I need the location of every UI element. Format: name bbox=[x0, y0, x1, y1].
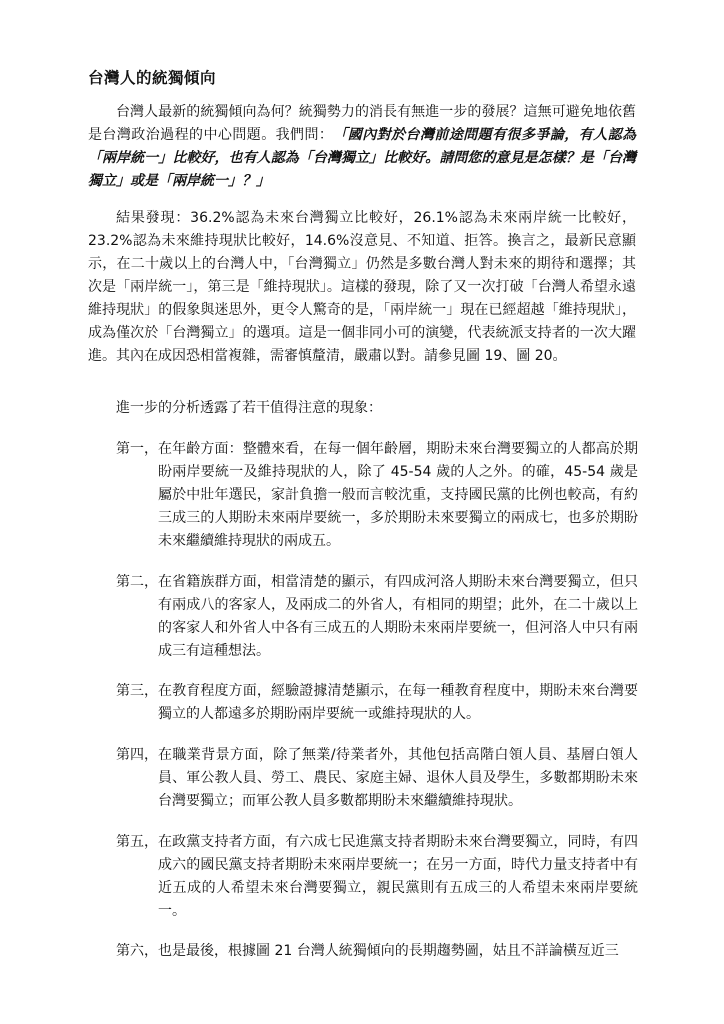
list-item bbox=[116, 438, 638, 553]
list-item-lead: 第四， bbox=[116, 747, 158, 763]
list-item bbox=[116, 680, 638, 726]
list-item-text: 在職業背景方面，除了無業/待業者外，其他包括高階白領人員、基層白領人員、軍公教人員、勞工、農民、家庭主婦、退休人員及學生，多數都期盼未來台灣要獨立；而軍公教人員多數都期盼未來繼續維持現狀。 bbox=[158, 747, 638, 809]
list-item-lead: 第二， bbox=[116, 574, 158, 590]
analysis-intro: 進一步的分析透露了若干值得注意的現象： bbox=[116, 400, 382, 416]
list-item-text: 在年齡方面：整體來看，在每一個年齡層，期盼未來台灣要獨立的人都高於期盼兩岸要統一及維持現狀的人，除了 45-54 歲的人之外。的確，45-54 歲是屬於中壯年選民，家計負擔一般而言較沈重，支持國民黨的比例也較高，有約三成三的人期盼未來兩岸要統一，多於期盼未來要獨立的兩成七，也多於期盼未來繼續維持現狀的兩成五。 bbox=[158, 441, 638, 549]
intro-paragraph bbox=[88, 101, 636, 193]
list-item-lead: 第五， bbox=[116, 834, 158, 850]
intro-paragraph-text: 台灣人最新的統獨傾向為何？統獨勢力的消長有無進一步的發展？這無可避免地依舊是台灣政治過程的中心問題。我們問： bbox=[88, 104, 636, 143]
list-item-lead: 第六， bbox=[116, 943, 158, 959]
list-item-lead: 第三， bbox=[116, 683, 158, 699]
list-item bbox=[116, 571, 638, 663]
list-item-text: 也是最後，根據圖 21 台灣人統獨傾向的長期趨勢圖，姑且不詳論橫亙近三 bbox=[158, 943, 619, 959]
list-item bbox=[116, 744, 638, 813]
list-item-text: 在教育程度方面，經驗證據清楚顯示，在每一種教育程度中，期盼未來台灣要獨立的人都遠多於期盼兩岸要統一或維持現狀的人。 bbox=[158, 683, 638, 722]
list-item-text: 在政黨支持者方面，有六成七民進黨支持者期盼未來台灣要獨立，同時，有四成六的國民黨支持者期盼未來兩岸要統一；在另一方面，時代力量支持者中有近五成的人希望未來台灣要獨立，親民黨則有五成三的人希望未來兩岸要統一。 bbox=[158, 834, 638, 919]
list-item bbox=[116, 831, 638, 923]
survey-question: 「國內對於台灣前途問題有很多爭論，有人認為「兩岸統一」比較好，也有人認為「台灣獨立」比較好。請問您的意見是怎樣？是「台灣獨立」或是「兩岸統一」？」 bbox=[88, 127, 637, 189]
results-paragraph: 結果發現：36.2%認為未來台灣獨立比較好，26.1%認為未來兩岸統一比較好，23.2%認為未來維持現狀比較好，14.6%沒意見、不知道、拒答。換言之，最新民意顯示，在二十歲以上的台灣人中，「台灣獨立」仍然是多數台灣人對未來的期待和選擇；其次是「兩岸統一」，第三是「維持現狀」。這樣的發現，除了又一次打破「台灣人希望永遠維持現狀」的假象與迷思外，更令人驚奇的是，「兩岸統一」現在已經超越「維持現狀」，成為僅次於「台灣獨立」的選項。這是一個非同小可的演變，代表統派支持者的一次大躍進。其內在成因恐相當複雜，需審慎釐清，嚴肅以對。請參見圖 19、圖 20。 bbox=[88, 210, 636, 364]
page-title: 台灣人的統獨傾向 bbox=[88, 69, 217, 87]
list-item-text: 在省籍族群方面，相當清楚的顯示，有四成河洛人期盼未來台灣要獨立，但只有兩成八的客家人，及兩成二的外省人，有相同的期望；此外，在二十歲以上的客家人和外省人中各有三成五的人期盼未來兩岸要統一，但河洛人中只有兩成三有這種想法。 bbox=[158, 574, 638, 659]
list-item-lead: 第一， bbox=[116, 441, 158, 457]
list-item bbox=[116, 940, 638, 963]
